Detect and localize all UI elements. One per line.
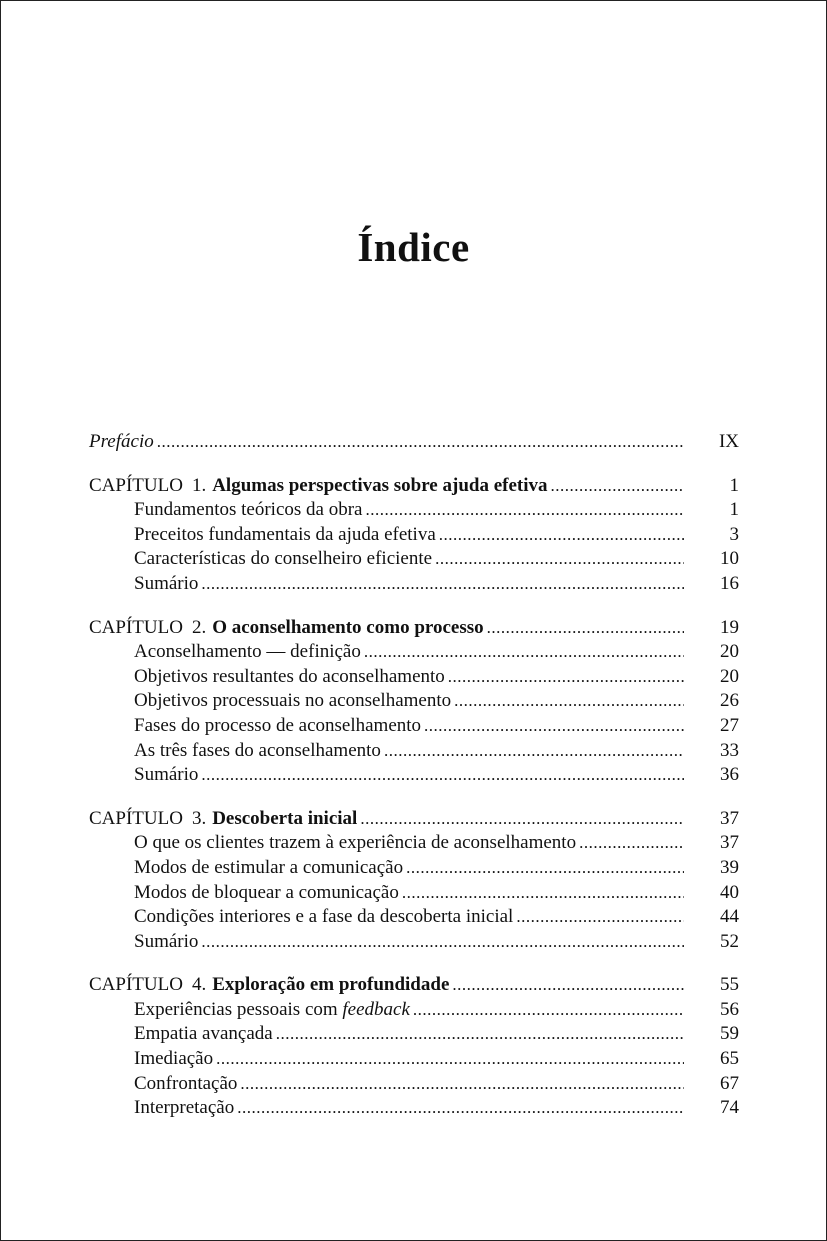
dot-leader [516,905,684,930]
dot-leader [413,998,684,1023]
toc-section-entry[interactable] [89,856,739,881]
toc-page-number: 10 [720,548,739,570]
toc-page-number: 16 [720,572,739,594]
dot-leader [435,547,684,572]
dot-leader [579,831,684,856]
dot-leader [201,572,684,597]
section-title-text: Interpretação [134,1097,235,1119]
toc-section-entry[interactable] [89,1072,739,1097]
toc-section-entry[interactable] [89,523,739,548]
dot-leader [424,714,684,739]
chapter-heading [89,616,484,641]
toc-page-number: 39 [720,856,739,878]
chapter-heading [89,474,548,499]
section-title-text: Fases do processo de aconselhamento [134,714,422,736]
toc-section-entry[interactable] [89,714,739,739]
section-title-text: Objetivos processuais no aconselhamento [134,690,452,712]
dot-leader [452,973,684,998]
section-title-text: Empatia avançada [134,1023,273,1045]
toc-section-entry[interactable] [89,547,739,572]
section-title [134,831,576,856]
toc-section-entry[interactable] [89,665,739,690]
section-title [134,714,421,739]
toc-page-number: 55 [720,974,739,996]
section-title-text: Condições interiores e a fase da descoberta inicial [134,906,514,928]
toc-section-entry[interactable] [89,640,739,665]
toc-page-number: 40 [720,881,739,903]
section-title [134,998,410,1023]
chapter-number: 4. [191,974,207,996]
toc-page-number: 33 [720,739,739,761]
section-title-text: Sumário [134,930,199,952]
dot-leader [360,807,684,832]
toc-page-number: 56 [720,998,739,1020]
chapter-heading [89,807,357,832]
section-title-text: Características do conselheiro eficiente [134,548,433,570]
toc-chapter-4[interactable] [89,973,739,998]
section-title [134,1096,234,1121]
toc-page-number: 1 [729,474,739,496]
section-title-text: Objetivos resultantes do aconselhamento [134,665,445,687]
toc-section-entry[interactable] [89,739,739,764]
toc-section-entry[interactable] [89,998,739,1023]
toc-entry-preface[interactable] [89,430,739,455]
section-title-text: Confrontação [134,1072,238,1094]
toc-page-number: 44 [720,906,739,928]
toc-chapter-2[interactable] [89,616,739,641]
section-title-text: O que os clientes trazem à experiência de aconselhamento [134,832,577,854]
section-title [134,572,198,597]
section-title-text: Fundamentos teóricos da obra [134,499,363,521]
section-title-text: Aconselhamento — definição [134,641,361,663]
toc-section-entry[interactable] [89,930,739,955]
toc-page-number: 37 [720,807,739,829]
toc-section-entry[interactable] [89,763,739,788]
toc-page-number: 26 [720,690,739,712]
toc-page-number: 74 [720,1097,739,1119]
dot-leader [201,763,684,788]
toc-page-number: 67 [720,1072,739,1094]
section-title [134,739,381,764]
section-title [134,523,436,548]
toc-section-entry[interactable] [89,905,739,930]
toc-page-number: 3 [729,523,739,545]
dot-leader [439,523,684,548]
page-title: Índice [357,224,470,270]
section-title [134,689,451,714]
dot-leader [364,640,684,665]
toc-page-number: 52 [720,930,739,952]
section-title-text: Experiências pessoais com [134,998,338,1020]
section-title [134,856,403,881]
toc-page-number: 65 [720,1048,739,1070]
section-title [134,930,198,955]
chapter-number: 3. [191,807,207,829]
chapter-title: Algumas perspectivas sobre ajuda efetiva [212,474,548,496]
dot-leader [454,689,684,714]
section-title [134,498,362,523]
toc-page-number: 20 [720,641,739,663]
section-title [134,881,399,906]
toc-page-number: 27 [720,714,739,736]
toc-chapter-1[interactable] [89,474,739,499]
section-title-emphasis: feedback [342,998,410,1020]
toc-page-number: 37 [720,832,739,854]
dot-leader [551,474,685,499]
chapter-number: 1. [191,474,207,496]
toc-page-number: 20 [720,665,739,687]
dot-leader [237,1096,684,1121]
chapter-word: CAPÍTULO [89,474,183,496]
chapter-word: CAPÍTULO [89,616,183,638]
dot-leader [384,739,684,764]
dot-leader [402,881,684,906]
section-title-text: Modos de estimular a comunicação [134,856,404,878]
dot-leader [487,616,684,641]
toc-section-entry[interactable] [89,1096,739,1121]
toc-page-number: 1 [729,499,739,521]
dot-leader [276,1022,684,1047]
section-title [134,905,513,930]
toc-section-entry[interactable] [89,881,739,906]
section-title [134,1072,237,1097]
toc-page-number: 36 [720,764,739,786]
toc-section-entry[interactable] [89,1022,739,1047]
toc-entry-label: Prefácio [89,431,154,452]
section-title-text: Modos de bloquear a comunicação [134,881,399,903]
dot-leader [240,1072,684,1097]
dot-leader [216,1047,684,1072]
chapter-heading [89,973,449,998]
toc-section-entry[interactable] [89,831,739,856]
section-title-text: Sumário [134,764,199,786]
section-title [134,665,445,690]
section-title [134,640,361,665]
toc-section-entry[interactable] [89,572,739,597]
dot-leader [201,930,684,955]
toc-section-entry[interactable] [89,498,739,523]
toc-section-entry[interactable] [89,1047,739,1072]
toc-page-number: 59 [720,1023,739,1045]
section-title [134,1047,213,1072]
chapter-title: Exploração em profundidade [212,974,450,996]
dot-leader [157,430,684,455]
section-title-text: Sumário [134,572,199,594]
dot-leader [448,665,684,690]
toc-page-number: IX [718,431,739,452]
chapter-title: Descoberta inicial [212,807,358,829]
toc-section-entry[interactable] [89,689,739,714]
dot-leader [365,498,684,523]
chapter-number: 2. [191,616,207,638]
chapter-word: CAPÍTULO [89,974,183,996]
chapter-title: O aconselhamento como processo [212,616,484,638]
toc-page-number: 19 [720,616,739,638]
toc-chapter-3[interactable] [89,807,739,832]
section-title [134,547,432,572]
table-of-contents [89,430,739,1121]
section-title-text: Imediação [134,1048,214,1070]
dot-leader [406,856,684,881]
section-title-text: Preceitos fundamentais da ajuda efetiva [134,523,436,545]
chapter-word: CAPÍTULO [89,807,183,829]
section-title [134,1022,273,1047]
section-title-text: As três fases do aconselhamento [134,739,381,761]
section-title [134,763,198,788]
